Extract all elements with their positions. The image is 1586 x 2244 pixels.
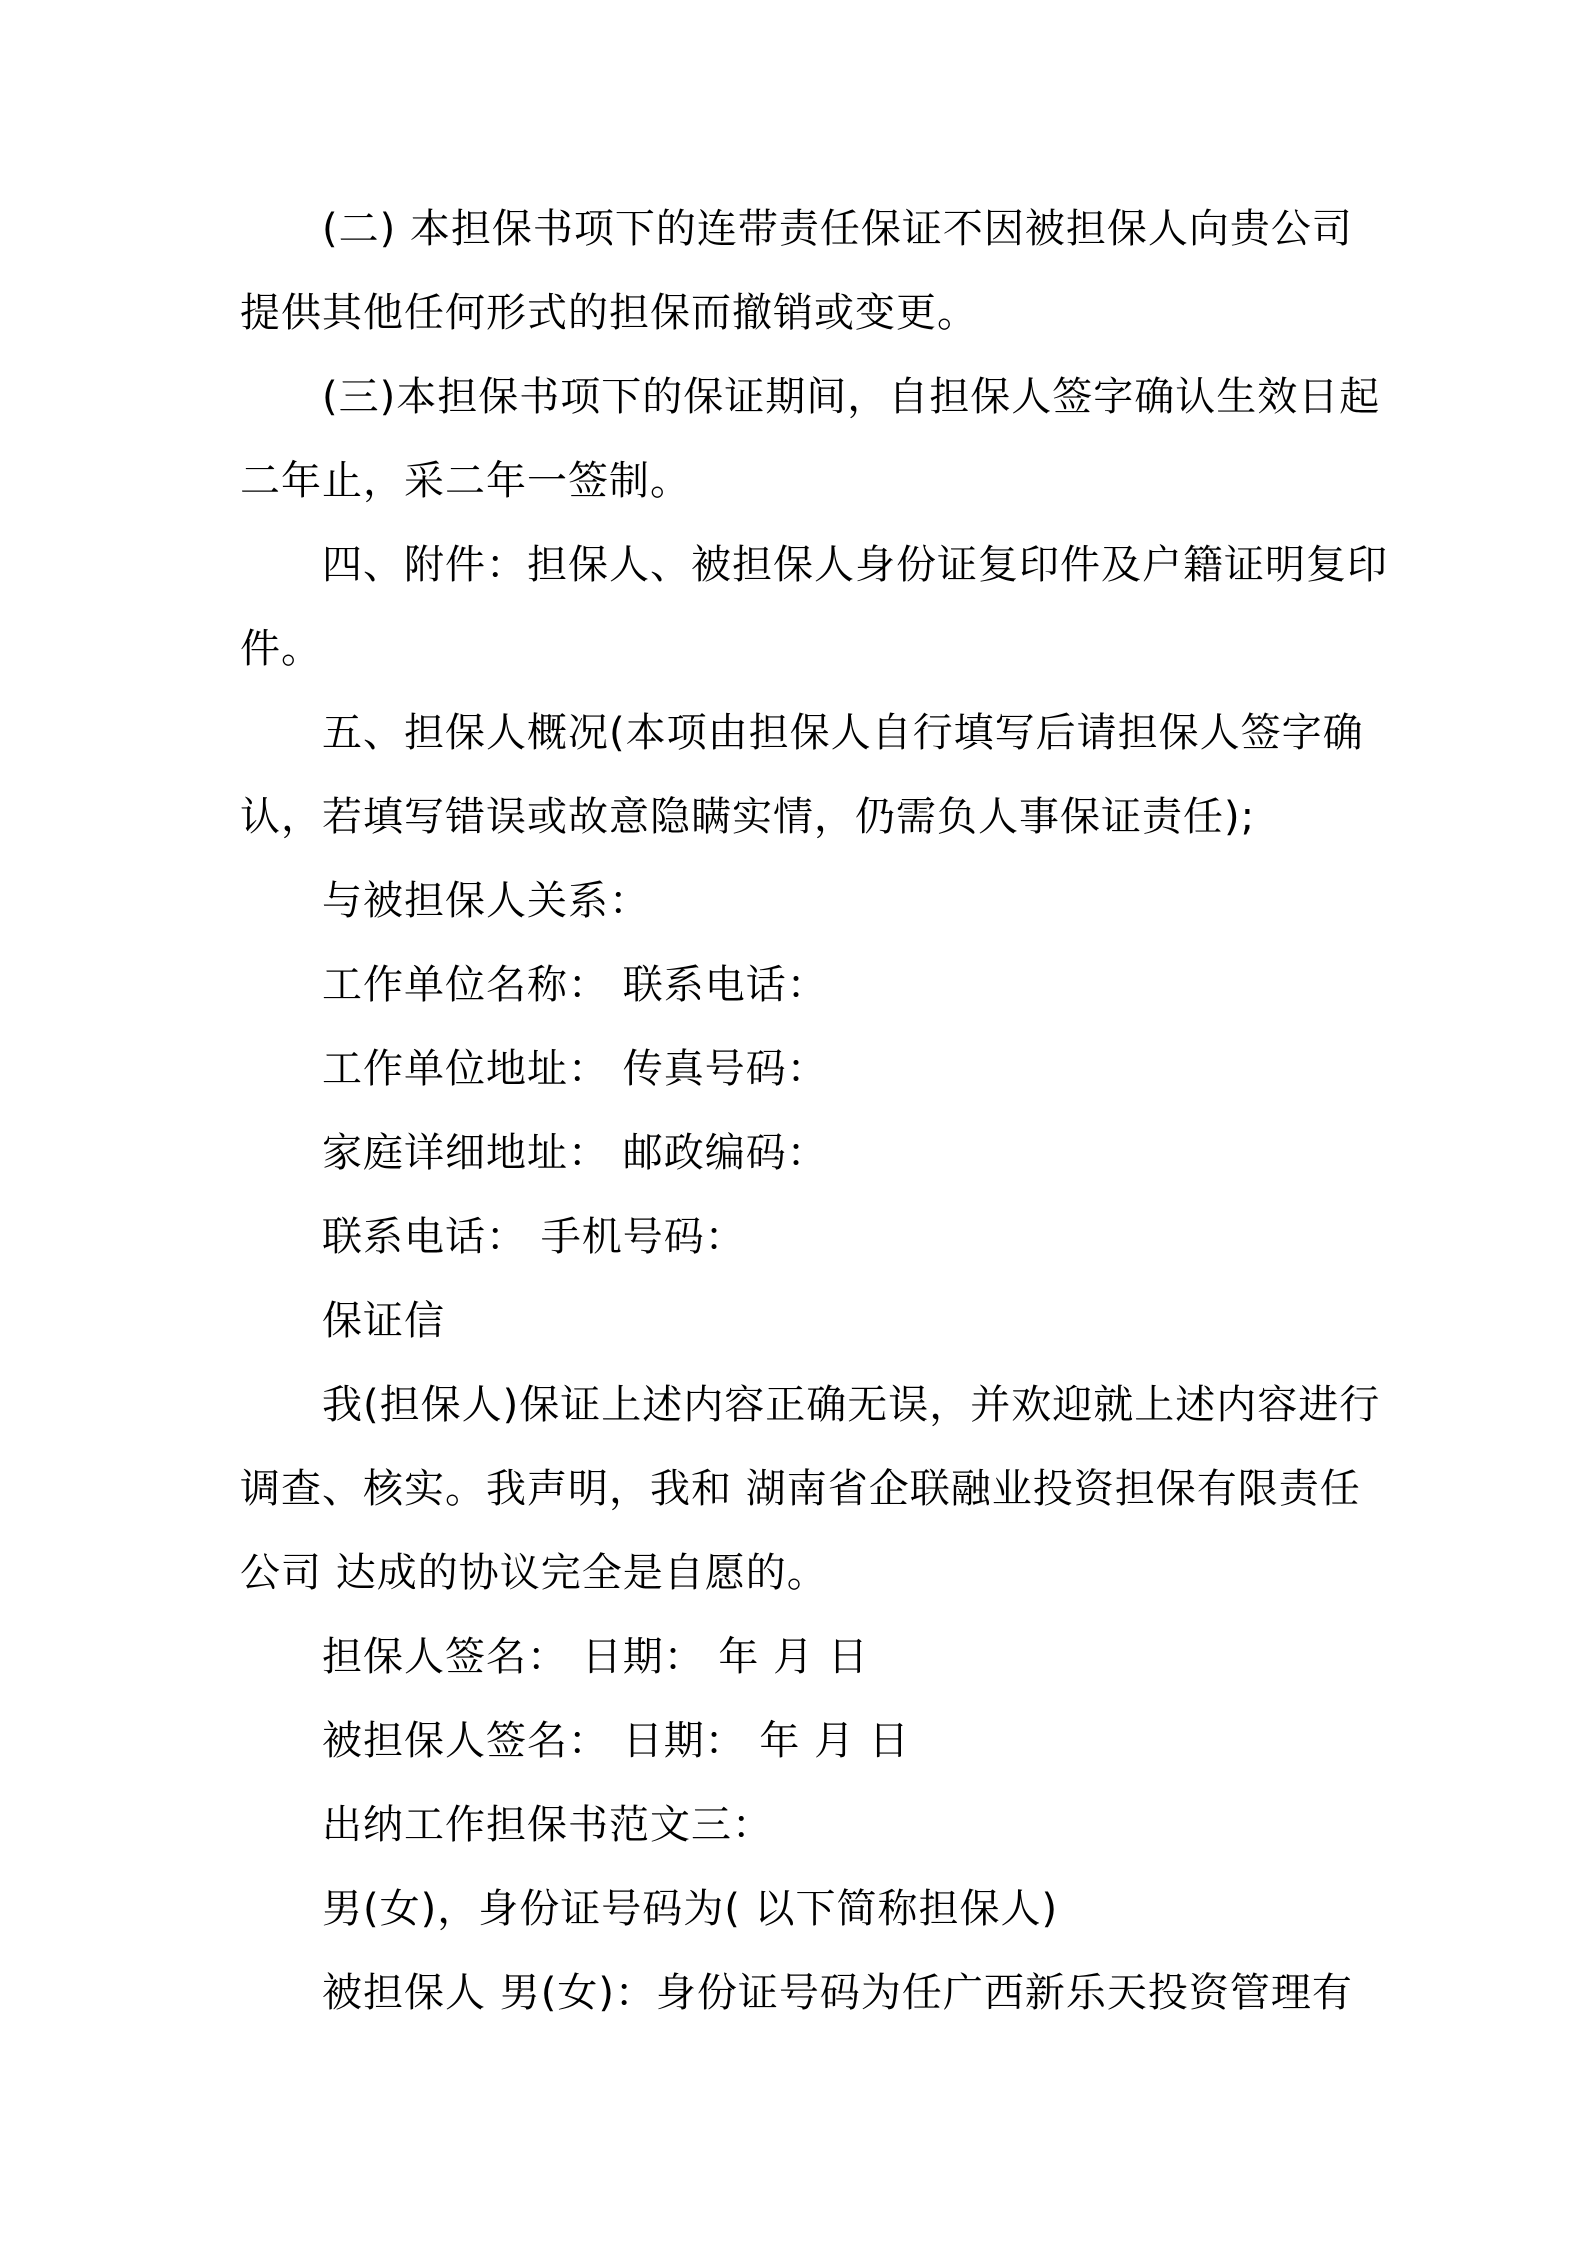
paragraph-3-line-1: (三)本担保书项下的保证期间，自担保人签字确认生效日起 — [322, 374, 1381, 420]
guarantee-letter-heading: 保证信 — [322, 1298, 445, 1344]
employer-name-field: 工作单位名称： 联系电话： — [322, 962, 828, 1008]
paragraph-2-line-2: 提供其他任何形式的担保而撤销或变更。 — [240, 290, 978, 336]
relation-field: 与被担保人关系： — [322, 878, 650, 924]
section-4-line-1: 四、附件：担保人、被担保人身份证复印件及户籍证明复印 — [322, 542, 1388, 588]
home-address-field: 家庭详细地址： 邮政编码： — [322, 1130, 828, 1176]
section-4-line-2: 件。 — [240, 626, 322, 672]
phone-field: 联系电话： 手机号码： — [322, 1214, 746, 1260]
guarantor-id-line: 男(女)，身份证号码为( 以下简称担保人) — [322, 1886, 1059, 1932]
guaranteed-signature-line: 被担保人签名： 日期： 年 月 日 — [322, 1718, 910, 1764]
statement-line-2: 调查、核实。我声明，我和 湖南省企联融业投资担保有限责任 — [240, 1466, 1361, 1512]
guarantor-signature-line: 担保人签名： 日期： 年 月 日 — [322, 1634, 869, 1680]
section-5-line-2: 认，若填写错误或故意隐瞒实情，仍需负人事保证责任); — [240, 794, 1256, 840]
employer-address-field: 工作单位地址： 传真号码： — [322, 1046, 828, 1092]
statement-line-3: 公司 达成的协议完全是自愿的。 — [240, 1550, 828, 1596]
guaranteed-id-line: 被担保人 男(女)：身份证号码为任广西新乐天投资管理有 — [322, 1970, 1353, 2016]
paragraph-2-line-1: (二) 本担保书项下的连带责任保证不因被担保人向贵公司 — [322, 206, 1353, 252]
section-5-line-1: 五、担保人概况(本项由担保人自行填写后请担保人签字确 — [322, 710, 1364, 756]
statement-line-1: 我(担保人)保证上述内容正确无误，并欢迎就上述内容进行 — [322, 1382, 1381, 1428]
sample-3-heading: 出纳工作担保书范文三： — [322, 1802, 773, 1848]
paragraph-3-line-2: 二年止，采二年一签制。 — [240, 458, 691, 504]
